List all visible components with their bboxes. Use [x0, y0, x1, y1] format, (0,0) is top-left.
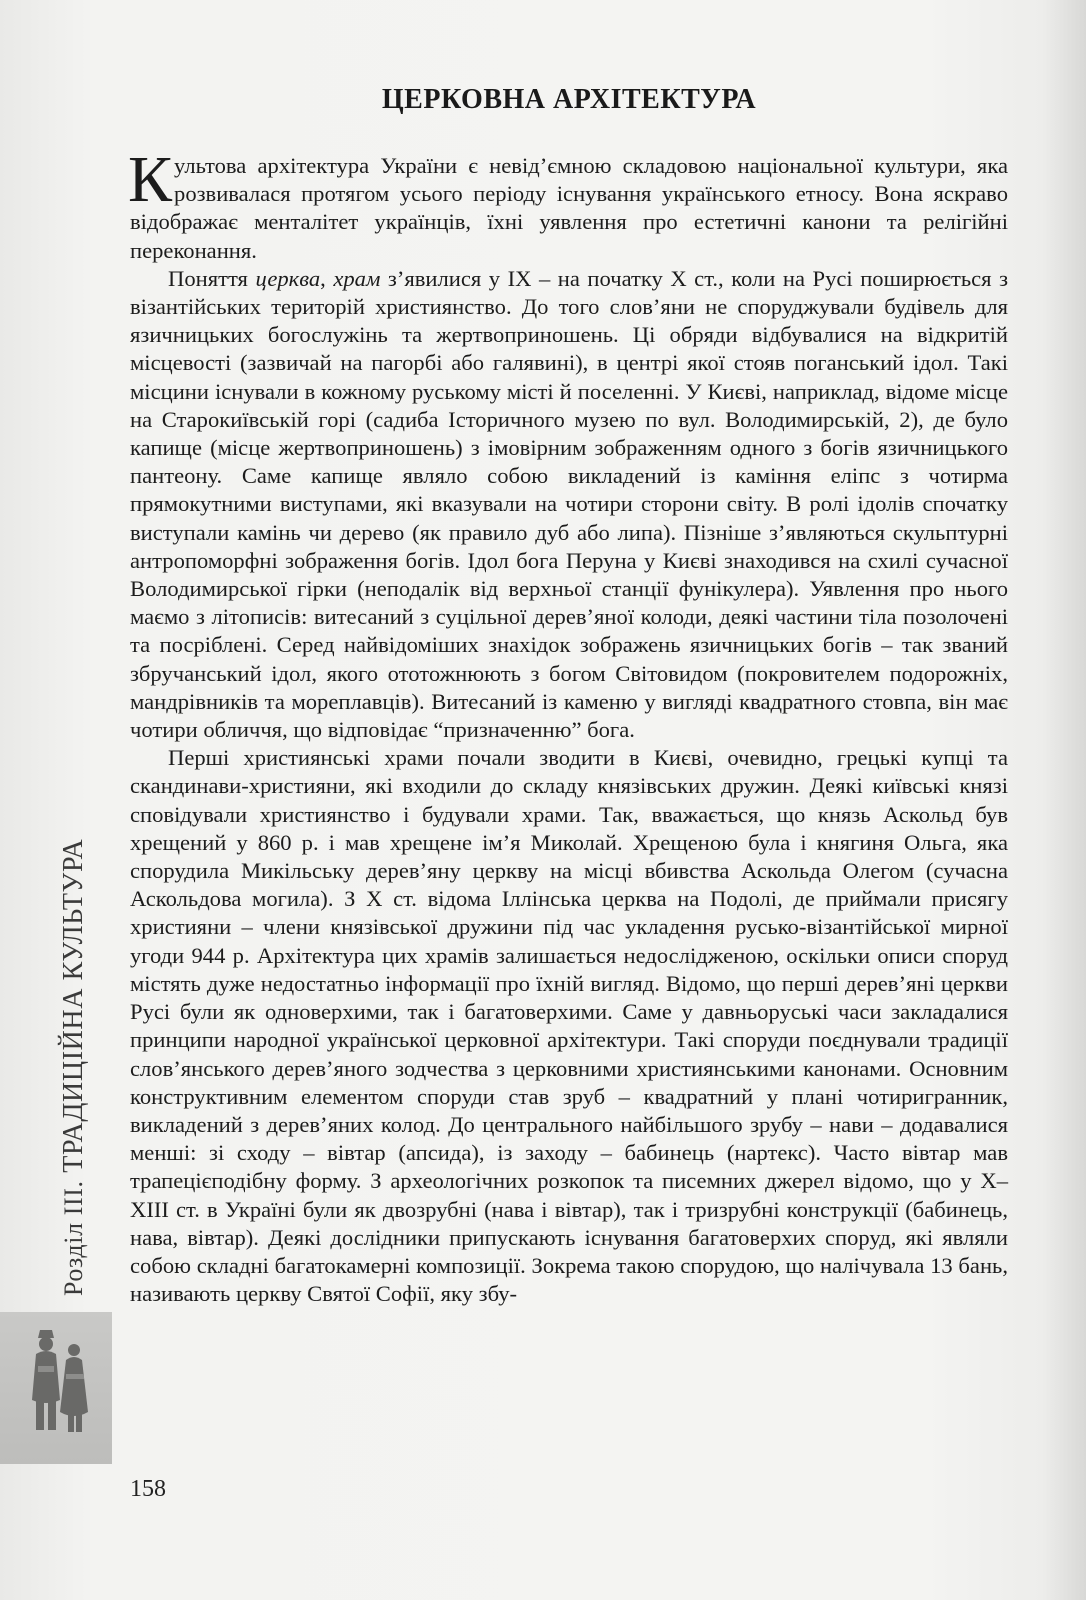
section-name: ТРАДИЦІЙНА КУЛЬТУРА: [58, 838, 89, 1173]
page-number: 158: [130, 1476, 166, 1502]
folk-figures-icon: [18, 1316, 98, 1456]
paragraph-1: [128, 143, 1008, 265]
paragraph-2-text-a: Поняття: [168, 265, 256, 291]
section-side-label: [54, 776, 94, 1296]
section-number: Розділ III.: [59, 1180, 88, 1296]
article-body: [128, 143, 1008, 1308]
term-khram: храм: [333, 265, 381, 291]
paragraph-2-text-b: ,: [320, 265, 334, 291]
paragraph-1-text: ультова архітектура України є невід’ємною складовою національної культури, яка розвивалася протягом усього періоду існування українського етносу. Вона яскраво відображає менталітет українців, їхні уявлення про естетичні канони та релігійні переконання.: [130, 153, 1008, 263]
paragraph-2: [130, 265, 1008, 744]
folk-figures-illustration: [0, 1312, 112, 1464]
paragraph-3: Перші християнські храми почали зводити в Києві, очевидно, грецькі купці та скандинави-християни, які входили до складу князівських дружин. Деякі київські князі сповідували християнство і будували храми. Так, вважається, що князь Аскольд був хрещений у 860 р. і мав хрещене ім’я Миколай. Хрещеною була і княгиня Ольга, яка спорудила Микільську дерев’яну церкву на місці вбивства Аскольда Олегом (сучасна Аскольдова могила). З Х ст. відома Іллінська церква на Подолі, де приймали присягу християни – члени князівської дружини під час укладення русько-візантійської мирної угоди 944 р. Архітектура цих храмів залишається недослідженою, оскільки описи споруд містять дуже недостатньо інформації про їхній вигляд. Відомо, що перші дерев’яні церкви Русі були як одноверхими, так і багатоверхими. Саме у давньоруські часи закладалися принципи народної української церковної архітектури. Такі споруди поєднували традиції слов’янського дерев’яного зодчества з церковними християнськими канонами. Основним конструктивним елементом споруди став зруб – квадратний у плані чотиригранник, викладений з дерев’яних колод. До центрального найбільшого зрубу – нави – додавалися менші: зі сходу – вівтар (апсида), із заходу – бабинець (нартекс). Часто вівтар мав трапецієподібну форму. З археологічних розкопок та писемних джерел відомо, що у Х–ХІІІ ст. в Україні були як двозрубні (нава і вівтар), так і тризрубні конструкції (бабинець, нава, вівтар). Деякі дослідники припускають існування багатоверхих споруд, які являли собою складні багатокамерні композиції. Зокрема такою спорудою, що налічувала 13 бань, називають церкву Святої Софії, яку збу-: [130, 745, 1008, 1307]
page-title: ЦЕРКОВНА АРХІТЕКТУРА: [381, 84, 757, 115]
drop-cap: К: [128, 143, 173, 216]
term-tserkva: церква: [255, 265, 321, 291]
paragraph-2-text-c: з’явилися у ІХ – на початку Х ст., коли на Русі поширюється з візантійських територій християнство. До того слов’яни не споруджували будівель для язичницьких богослужінь та жертвоприношень. Ці обряди відбувалися на відкритій місцевості (зазвичай на пагорбі або галявині), в центрі якої стояв поганський ідол. Такі місцини існували в кожному руському місті й поселенні. У Києві, наприклад, відоме місце на Старокиївській горі (садиба Історичного музею по вул. Володимирській, 2), де було капище (місце жертвоприношень) з імовірним зображенням одного з богів язичницького пантеону. Саме капище являло собою викладений із каміння еліпс з чотирма прямокутними виступами, які вказували на чотири сторони світу. В ролі ідолів спочатку виступали камінь чи дерево (як правило дуб або липа). Пізніше з’являються скульптурні антропоморфні зображення богів. Ідол бога Перуна у Києві знаходився на схилі сучасної Володимирської гірки (неподалік від верхньої станції фунікулера). Уявлення про нього маємо з літописів: витесаний з суцільної дерев’яної колоди, деякі частини тіла позолочені та посріблені. Серед найвідоміших знахідок зображень язичницьких богів – так званий збручанський ідол, якого ототожнюють з богом Світовидом (покровителем подорожніх, мандрівників та мореплавців). Витесаний із каменю у вигляді квадратного стовпа, він має чотири обличчя, що відповідає “призначенню” бога.: [130, 265, 1008, 743]
